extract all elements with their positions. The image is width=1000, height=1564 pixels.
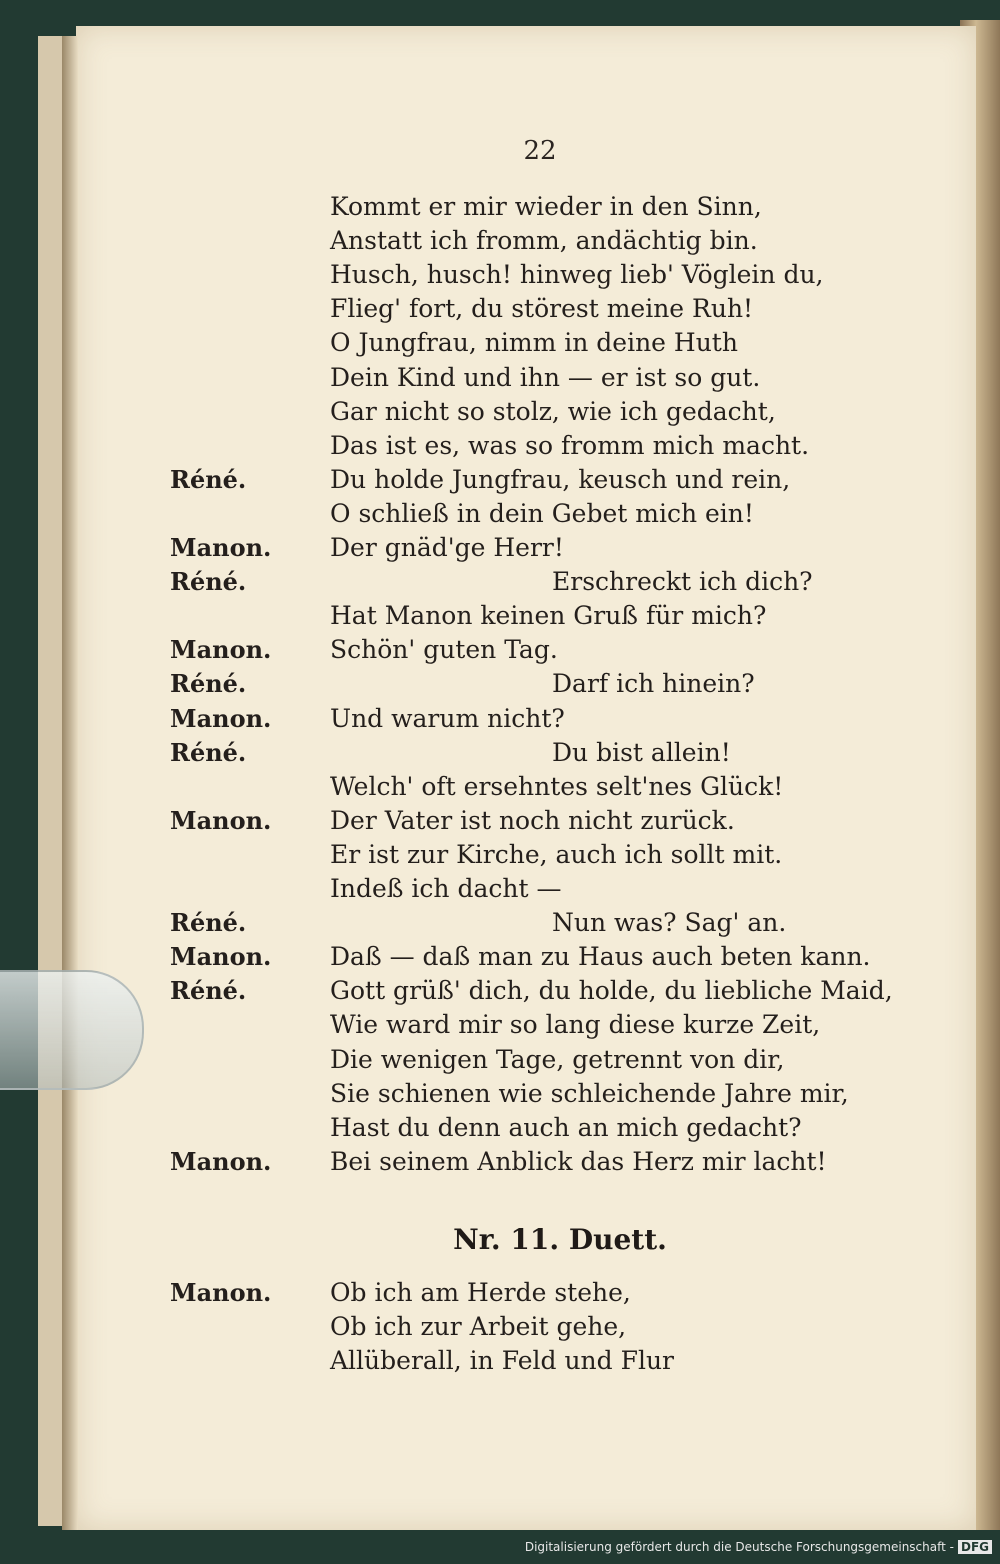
speaker-name: Manon.	[170, 635, 272, 665]
verse-text: Das ist es, was so fromm mich macht.	[330, 430, 810, 460]
verse-text: Du holde Jungfrau, keusch und rein,	[330, 464, 791, 494]
speaker-name: Manon.	[170, 1278, 272, 1307]
verse-line	[0, 770, 1000, 804]
verse-text: O Jungfrau, nimm in deine Huth	[330, 328, 738, 358]
verse-line	[0, 702, 1000, 736]
verse-text: Welch' oft ersehntes selt'nes Glück!	[330, 771, 784, 801]
verse-text: Allüberall, in Feld und Flur	[330, 1346, 674, 1375]
verse-line	[0, 667, 1000, 701]
verse-line	[0, 1008, 1000, 1042]
verse-text: Nun was? Sag' an.	[552, 908, 787, 938]
verse-text: Dein Kind und ihn — er ist so gut.	[330, 362, 761, 392]
verse-text: Schön' guten Tag.	[330, 635, 558, 665]
verse-text: Indeß ich dacht —	[330, 874, 562, 903]
verse-line	[0, 1077, 1000, 1111]
verse-text: Und warum nicht?	[330, 703, 565, 733]
verse-line	[0, 599, 1000, 633]
verse-text: Bei seinem Anblick das Herz mir lacht!	[330, 1146, 827, 1176]
verse-text: Anstatt ich fromm, andächtig bin.	[330, 226, 758, 256]
verse-line	[0, 258, 1000, 292]
speaker-name: Réné.	[170, 908, 247, 938]
verse-line	[0, 633, 1000, 667]
verse-text: Wie ward mir so lang diese kurze Zeit,	[330, 1010, 821, 1040]
verse-text: Husch, husch! hinweg lieb' Vöglein du,	[330, 260, 824, 290]
verse-text: Der Vater ist noch nicht zurück.	[330, 805, 735, 835]
speaker-name: Réné.	[170, 669, 247, 699]
footer-text: Digitalisierung gefördert durch die Deutsche Forschungsgemeinschaft -	[524, 1540, 954, 1554]
verse-text: Kommt er mir wieder in den Sinn,	[330, 192, 762, 221]
glass-clip	[0, 970, 144, 1090]
section-title: Nr. 11. Duett.	[453, 1223, 667, 1256]
speaker-name: Manon.	[170, 703, 272, 733]
verse-text: O schließ in dein Gebet mich ein!	[330, 498, 754, 528]
verse-text: Du bist allein!	[552, 737, 731, 767]
verse-line	[0, 940, 1000, 974]
speaker-name: Réné.	[170, 567, 247, 597]
speaker-name: Réné.	[170, 976, 247, 1006]
verse-line	[0, 906, 1000, 940]
verse-line	[0, 1043, 1000, 1077]
verse-line	[0, 838, 1000, 872]
verse-text: Erschreckt ich dich?	[552, 567, 813, 597]
verse-line	[0, 224, 1000, 258]
verse-line	[0, 429, 1000, 463]
verse-line	[0, 463, 1000, 497]
verse-line	[0, 736, 1000, 770]
verse-text: Ob ich zur Arbeit gehe,	[330, 1312, 627, 1341]
speaker-name: Manon.	[170, 805, 272, 835]
verse-line	[0, 292, 1000, 326]
verse-line	[0, 531, 1000, 565]
verse-text: Sie schienen wie schleichende Jahre mir,	[330, 1078, 849, 1108]
speaker-name: Manon.	[170, 1146, 272, 1176]
verse-line	[0, 1344, 1000, 1378]
speaker-name: Manon.	[170, 942, 272, 972]
verse-line	[0, 497, 1000, 531]
verse-text: Darf ich hinein?	[552, 669, 755, 699]
speaker-name: Réné.	[170, 464, 247, 494]
verse-line	[0, 974, 1000, 1008]
verse-line	[0, 1111, 1000, 1145]
verse-line	[0, 872, 1000, 906]
verse-line	[0, 1276, 1000, 1310]
verse-line	[0, 565, 1000, 599]
verse-line	[0, 1310, 1000, 1344]
verse-line	[0, 326, 1000, 360]
verse-text: Die wenigen Tage, getrennt von dir,	[330, 1044, 785, 1074]
verse-line	[0, 361, 1000, 395]
verse-line	[0, 395, 1000, 429]
verse-text: Gar nicht so stolz, wie ich gedacht,	[330, 396, 776, 426]
page-number: 22	[523, 136, 557, 166]
verse-text: Hat Manon keinen Gruß für mich?	[330, 601, 767, 631]
verse-line	[0, 190, 1000, 224]
footer-credit	[525, 1540, 992, 1554]
verse-line	[0, 804, 1000, 838]
dfg-logo: DFG	[958, 1540, 992, 1554]
verse-text: Gott grüß' dich, du holde, du liebliche Maid,	[330, 976, 893, 1006]
verse-text: Er ist zur Kirche, auch ich sollt mit.	[330, 839, 783, 869]
speaker-name: Manon.	[170, 533, 272, 562]
verse-text: Ob ich am Herde stehe,	[330, 1278, 631, 1307]
verse-text: Der gnäd'ge Herr!	[330, 533, 564, 562]
verse-text: Daß — daß man zu Haus auch beten kann.	[330, 942, 871, 972]
verse-line	[0, 1145, 1000, 1179]
verse-text: Flieg' fort, du störest meine Ruh!	[330, 294, 754, 324]
verse-text: Hast du denn auch an mich gedacht?	[330, 1112, 802, 1142]
speaker-name: Réné.	[170, 737, 247, 767]
